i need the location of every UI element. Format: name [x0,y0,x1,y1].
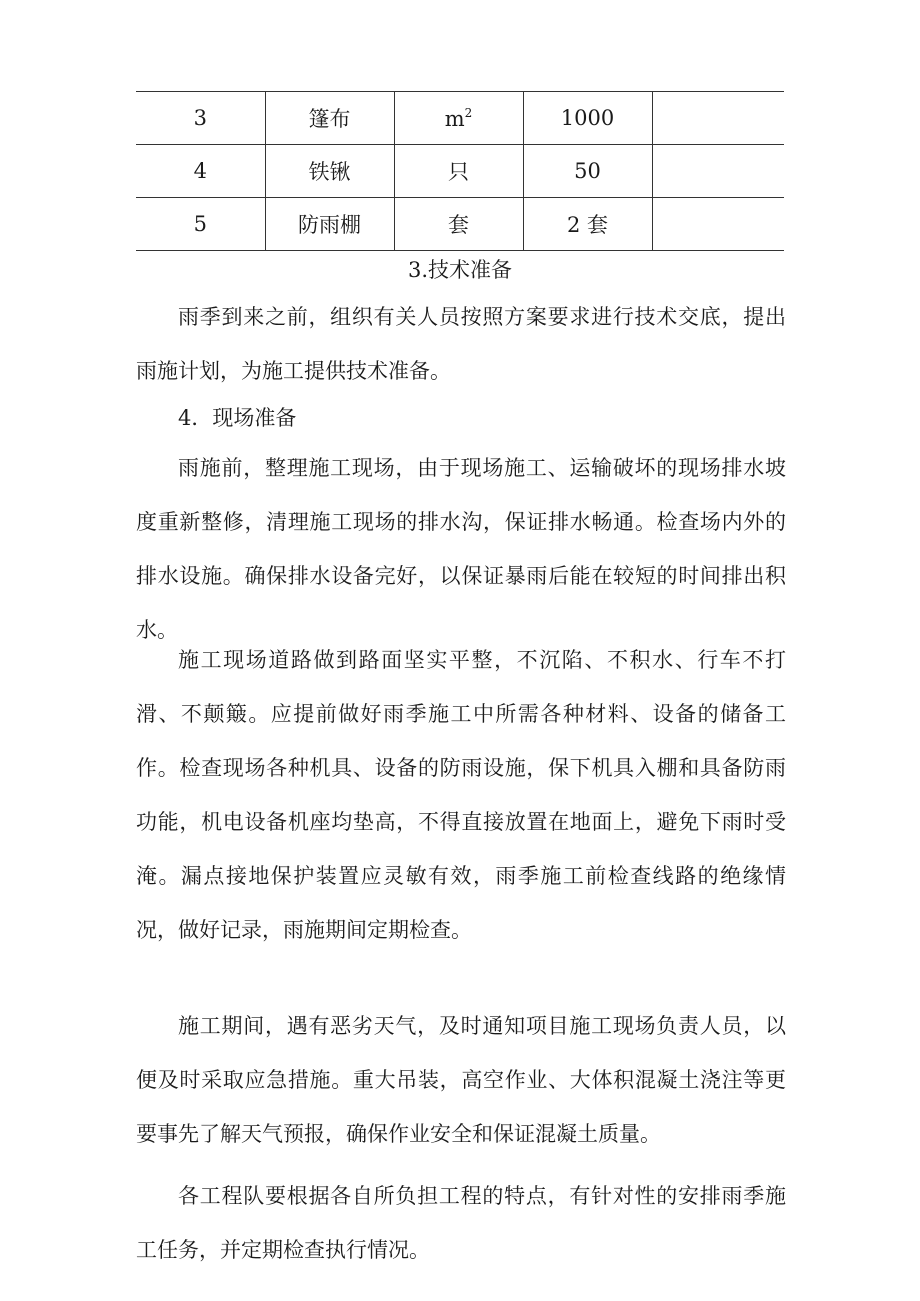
cell-note [652,198,784,251]
cell-unit [394,92,523,145]
section4-paragraph-2: 施工现场道路做到路面坚实平整，不沉陷、不积水、行车不打滑、不颠簸。应提前做好雨季施工中所需各种材料、设备的储备工作。检查现场各种机具、设备的防雨设施，保下机具入棚和具备防雨功能，机电设备机座均垫高，不得直接放置在地面上，避免下雨时受淹。漏点接地保护装置应灵敏有效，雨季施工前检查线路的绝缘情况，做好记录，雨施期间定期检查。 [136,648,786,942]
section3-paragraph: 雨季到来之前，组织有关人员按照方案要求进行技术交底，提出雨施计划，为施工提供技术准备。 [136,305,786,383]
cell-name: 篷布 [265,92,394,145]
section4-paragraph-1: 雨施前，整理施工现场，由于现场施工、运输破坏的现场排水坡度重新整修，清理施工现场的排水沟，保证排水畅通。检查场内外的排水设施。确保排水设备完好，以保证暴雨后能在较短的时间排出积水。 [136,456,786,642]
table-row [136,145,784,198]
cell-no: 4 [136,145,265,198]
section4-paragraph-3: 施工期间，遇有恶劣天气，及时通知项目施工现场负责人员，以便及时采取应急措施。重大吊装，高空作业、大体积混凝土浇注等更要事先了解天气预报，确保作业安全和保证混凝土质量。 [136,1014,786,1146]
cell-note [652,92,784,145]
table-row [136,198,784,251]
unit-base: m [444,106,465,131]
cell-unit: 套 [394,198,523,251]
cell-no: 5 [136,198,265,251]
cell-unit: 只 [394,145,523,198]
cell-qty: 1000 [523,92,652,145]
cell-no: 3 [136,92,265,145]
table-row [136,92,784,145]
cell-note [652,145,784,198]
cell-qty: 50 [523,145,652,198]
cell-name: 铁锹 [265,145,394,198]
section3-heading: 3.技术准备 [407,258,513,282]
materials-table [136,91,784,251]
cell-name: 防雨棚 [265,198,394,251]
section4-heading: 4．现场准备 [178,406,297,430]
section4-paragraph-4: 各工程队要根据各自所负担工程的特点，有针对性的安排雨季施工任务，并定期检查执行情况。 [136,1184,786,1262]
cell-qty: 2 套 [523,198,652,251]
unit-sup: 2 [464,105,473,120]
